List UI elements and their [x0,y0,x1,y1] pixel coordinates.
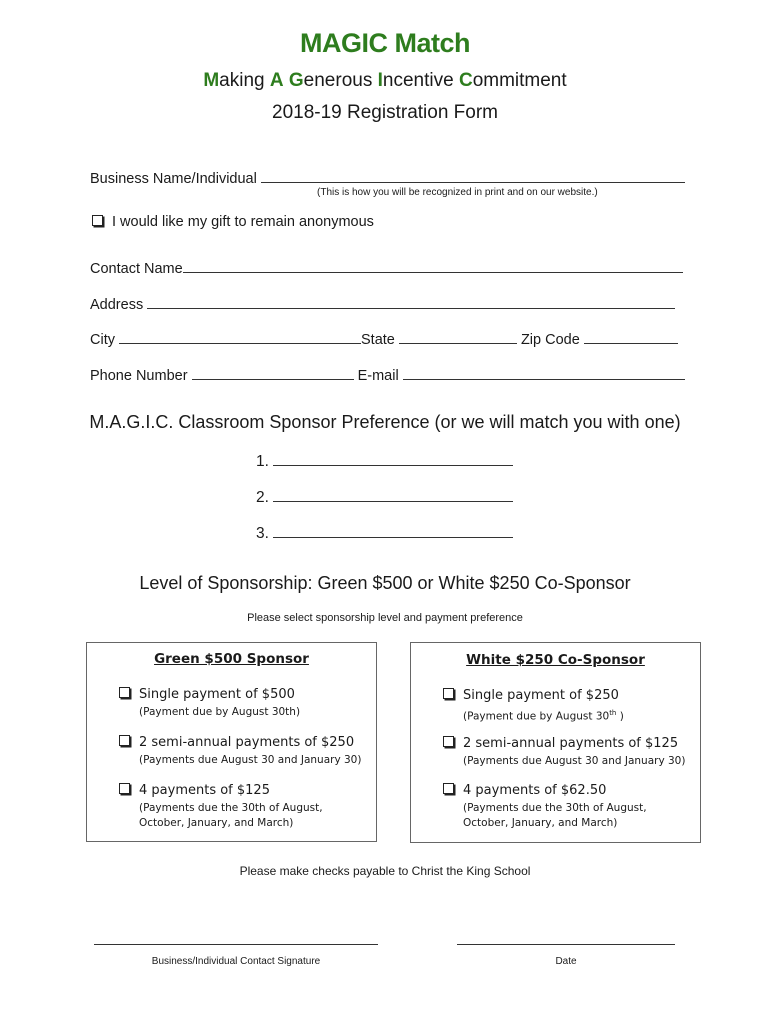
state-label: State [361,332,395,348]
phone-field[interactable] [192,367,354,380]
option-label: 2 semi-annual payments of $125 [463,736,679,751]
signature-line[interactable] [94,944,378,945]
subtitle-accent-a: A [269,70,284,91]
preference-row-2 [256,489,513,507]
white-option-1[interactable] [443,688,624,725]
email-field[interactable] [403,367,685,380]
city-state-zip-row [90,331,678,348]
preference-number: 2. [256,489,269,506]
white-option-2[interactable] [443,736,685,769]
date-line[interactable] [457,944,675,945]
option-note: (Payments due the 30th of August, October, January, and March) [463,802,647,829]
preference-field-3[interactable] [273,525,513,538]
sponsorship-heading: Level of Sponsorship: Green $500 or White $250 Co-Sponsor [139,573,631,593]
form-subtitle [0,70,770,92]
business-name-label: Business Name/Individual [90,171,257,187]
white-sponsor-box [410,642,701,843]
checks-note: Please make checks payable to Christ the King School [239,864,531,878]
sponsorship-instruction: Please select sponsorship level and payment preference [247,612,523,624]
checkbox[interactable] [119,687,130,698]
green-option-1[interactable] [119,687,300,720]
business-name-note: (This is how you will be recognized in print and on our website.) [317,187,598,198]
form-title: MAGIC Match [300,28,470,58]
preference-row-3 [256,525,513,543]
address-row [90,296,675,313]
signature-label: Business/Individual Contact Signature [151,956,321,967]
business-name-field[interactable] [261,170,685,183]
green-option-3[interactable] [119,783,369,831]
option-note [463,706,624,725]
option-label: 4 payments of $125 [139,783,270,798]
date-label: Date [555,956,577,967]
option-label: Single payment of $250 [463,688,619,703]
checkbox[interactable] [443,783,454,794]
address-field[interactable] [147,296,675,309]
preference-number: 1. [256,453,269,470]
contact-name-label: Contact Name [90,261,183,277]
option-note-end: ) [616,710,624,723]
classroom-heading: M.A.G.I.C. Classroom Sponsor Preference (or we will match you with one) [89,412,681,432]
preference-field-2[interactable] [273,489,513,502]
option-note: (Payment due by August 30th) [139,706,301,718]
email-label: E-mail [357,368,399,384]
checkbox[interactable] [443,736,454,747]
business-name-row [90,170,685,187]
option-label: 4 payments of $62.50 [463,783,607,798]
green-sponsor-title: Green $500 Sponsor [154,651,309,667]
white-option-3[interactable] [443,783,693,831]
superscript: th [609,709,617,717]
subtitle-text: enerous [303,70,378,91]
phone-label: Phone Number [90,368,188,384]
subtitle-accent-m: M [203,70,220,91]
registration-form-title: 2018-19 Registration Form [272,102,498,123]
anonymous-row [92,214,374,230]
city-field[interactable] [119,331,361,344]
zip-label: Zip Code [520,332,580,348]
address-label: Address [90,297,144,313]
preference-field-1[interactable] [273,453,513,466]
green-sponsor-box [86,642,377,842]
checkbox[interactable] [119,735,130,746]
subtitle-accent-c: C [458,70,473,91]
option-label: 2 semi-annual payments of $250 [139,735,355,750]
zip-field[interactable] [584,331,678,344]
city-label: City [90,332,115,348]
subtitle-text: aking [219,70,270,91]
subtitle-text: ommitment [472,70,567,91]
option-note: (Payments due August 30 and January 30) [139,754,362,766]
subtitle-accent-i: I [377,70,383,91]
option-note: (Payments due the 30th of August, October, January, and March) [139,802,323,829]
contact-name-row [90,260,683,277]
green-option-2[interactable] [119,735,361,768]
anonymous-label: I would like my gift to remain anonymous [112,214,374,230]
anonymous-checkbox[interactable] [92,215,103,226]
checkbox[interactable] [443,688,454,699]
option-label: Single payment of $500 [139,687,295,702]
preference-row-1 [256,453,513,471]
option-note: (Payments due August 30 and January 30) [463,755,686,767]
white-sponsor-title: White $250 Co-Sponsor [466,652,645,668]
state-field[interactable] [399,331,517,344]
phone-email-row [90,367,685,384]
preference-number: 3. [256,525,269,542]
option-note-text: (Payment due by August 30 [463,710,610,723]
contact-name-field[interactable] [183,260,683,273]
subtitle-text: ncentive [382,70,459,91]
subtitle-accent-g: G [288,70,304,91]
checkbox[interactable] [119,783,130,794]
